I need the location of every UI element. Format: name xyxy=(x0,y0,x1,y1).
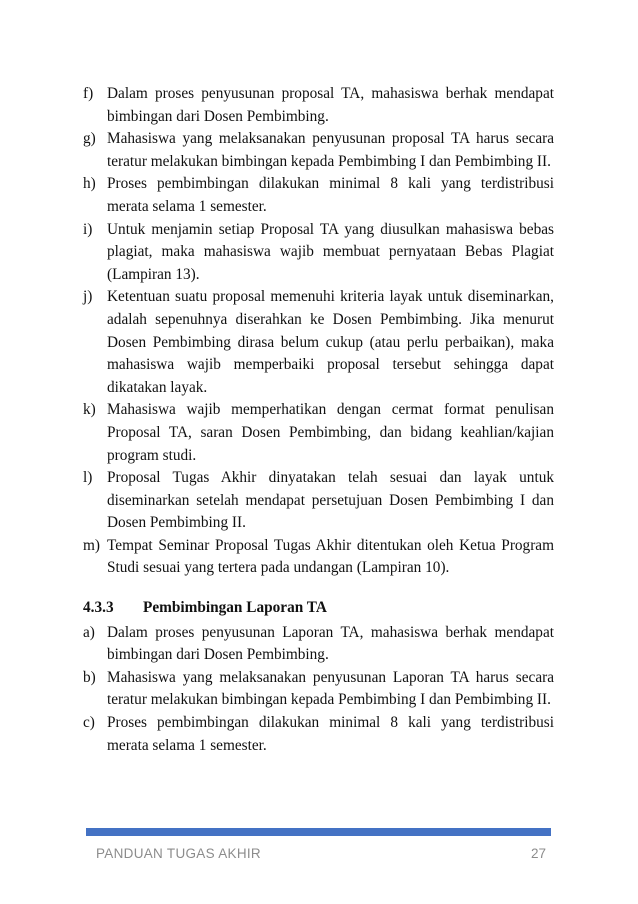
list-item xyxy=(83,219,554,287)
list-item-text: Untuk menjamin setiap Proposal TA yang diusulkan mahasiswa bebas plagiat, maka mahasiswa wajib membuat pernyataan Bebas Plagiat (Lampiran 13). xyxy=(107,220,554,283)
list-item xyxy=(83,83,554,128)
list-marker: g) xyxy=(83,130,96,148)
list-item-text: Proses pembimbingan dilakukan minimal 8 kali yang terdistribusi merata selama 1 semester. xyxy=(107,175,554,215)
list-marker: b) xyxy=(83,668,96,686)
list-marker: c) xyxy=(83,714,95,732)
list-marker: l) xyxy=(83,469,93,487)
list-item-text: Proses pembimbingan dilakukan minimal 8 kali yang terdistribusi merata selama 1 semester. xyxy=(107,714,554,754)
footer-bar xyxy=(86,828,551,836)
list-item xyxy=(83,128,554,173)
list-marker: i) xyxy=(83,220,93,238)
list-item-text: Mahasiswa yang melaksanakan penyusunan proposal TA harus secara teratur melakukan bimbingan kepada Pembimbing I dan Pembimbing II. xyxy=(107,130,554,170)
section-heading xyxy=(83,597,554,620)
list-marker: m) xyxy=(83,536,100,554)
list-item-text: Proposal Tugas Akhir dinyatakan telah sesuai dan layak untuk diseminarkan setelah mendapat persetujuan Dosen Pembimbing I dan Dosen Pembimbing II. xyxy=(107,469,554,532)
list-item-text: Mahasiswa yang melaksanakan penyusunan Laporan TA harus secara teratur melakukan bimbingan kepada Pembimbing I dan Pembimbing II. xyxy=(107,668,554,709)
list-marker: a) xyxy=(83,623,95,641)
list-item xyxy=(83,667,554,712)
list-item xyxy=(83,467,554,535)
list-item xyxy=(83,286,554,399)
list-item-text: Dalam proses penyusunan proposal TA, mahasiswa berhak mendapat bimbingan dari Dosen Pembimbing. xyxy=(107,85,554,125)
page-number: 27 xyxy=(530,846,546,861)
list-marker: j) xyxy=(83,288,93,306)
footer-title: PANDUAN TUGAS AKHIR xyxy=(96,846,261,861)
list-item-text: Mahasiswa wajib memperhatikan dengan cermat format penulisan Proposal TA, saran Dosen Pembimbing, dan bidang keahlian/kajian program studi. xyxy=(107,401,554,464)
list-item-text: Ketentuan suatu proposal memenuhi kriteria layak untuk diseminarkan, adalah sepenuhnya diserahkan ke Dosen Pembimbing. Jika menurut Dosen Pembimbing dirasa belum cukup (atau perlu perbaikan), maka mahasiswa wajib memperbaiki proposal tersebut sehingga dapat dikatakan layak. xyxy=(107,288,554,396)
list-item-text: Tempat Seminar Proposal Tugas Akhir ditentukan oleh Ketua Program Studi sesuai yang tertera pada undangan (Lampiran 10). xyxy=(107,536,554,577)
page-content xyxy=(83,83,554,757)
list-marker: f) xyxy=(83,85,94,102)
list-item xyxy=(83,712,554,757)
section-title: Pembimbingan Laporan TA xyxy=(143,599,327,617)
list-item xyxy=(83,535,554,580)
list-item xyxy=(83,173,554,218)
section-number: 4.3.3 xyxy=(83,599,114,617)
requirements-list-bottom xyxy=(83,622,554,758)
list-item xyxy=(83,622,554,667)
list-marker: k) xyxy=(83,401,96,419)
list-item xyxy=(83,399,554,467)
list-marker: h) xyxy=(83,175,96,193)
list-item-text: Dalam proses penyusunan Laporan TA, mahasiswa berhak mendapat bimbingan dari Dosen Pembimbing. xyxy=(107,623,554,664)
requirements-list-top xyxy=(83,83,554,580)
